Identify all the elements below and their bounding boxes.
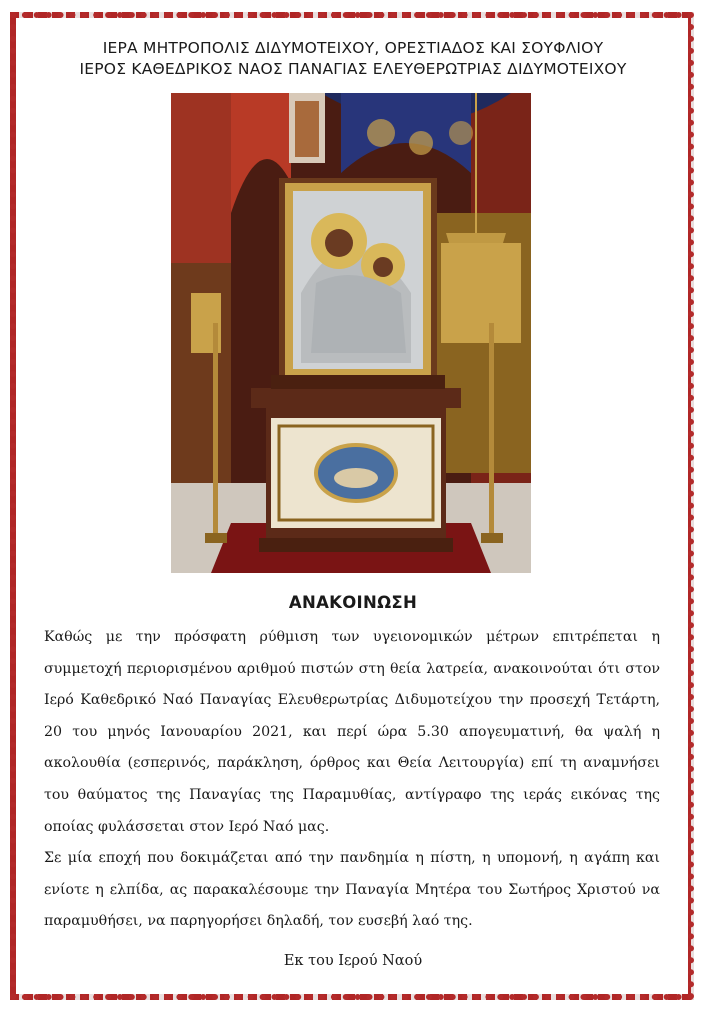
announcement-paragraph-2: Σε μία εποχή που δοκιμάζεται από την πανδημία η πίστη, η υπομονή, η αγάπη και ενίοτε η ελπίδα, ας παρακαλέσουμε την Παναγία Μητέρα του Σωτήρος Χριστού να παραμυθήσει, να παρηγορήσει δηλαδή, τον ευσεβή λαό της. (44, 850, 660, 930)
icon-photograph (171, 93, 531, 573)
announcement-paragraph-1: Καθώς με την πρόσφατη ρύθμιση των υγειονομικών μέτρων επιτρέπεται η συμμετοχή περιορισμένου αριθμού πιστών στη θεία λατρεία, ανακοινούται ότι στον Ιερό Καθεδρικό Ναό Παναγίας Ελευθερωτρίας Διδυμοτείχου την προσεχή Τετάρτη, 20 του μηνός Ιανουαρίου 2021, και περί ώρα 5.30 απογευματινή, θα ψαλή η ακολουθία (εσπερινός, παράκληση, όρθρος και Θεία Λειτουργία) επί τη αναμνήσει του θαύματος της Παναγίας της Παραμυθίας, αντίγραφο της ιεράς εικόνας της οποίας φυλάσσεται στον Ιερό Ναό μας. (44, 629, 660, 835)
announcement-title: ΑΝΑΚΟΙΝΩΣΗ (288, 593, 418, 612)
announcement-signature: Εκ του Ιερού Ναού (283, 953, 423, 969)
header-cathedral: ΙΕΡΟΣ ΚΑΘΕΔΡΙΚΟΣ ΝΑΟΣ ΠΑΝΑΓΙΑΣ ΕΛΕΥΘΕΡΩΤΡΙΑΣ ΔΙΔΥΜΟΤΕΙΧΟΥ (79, 60, 627, 78)
header-metropolis: ΙΕΡΑ ΜΗΤΡΟΠΟΛΙΣ ΔΙΔΥΜΟΤΕΙΧΟΥ, ΟΡΕΣΤΙΑΔΟΣ ΚΑΙ ΣΟΥΦΛΙΟΥ (102, 39, 604, 57)
announcement-body (44, 622, 660, 938)
document-header (40, 38, 666, 80)
church-interior-illustration (171, 93, 531, 573)
